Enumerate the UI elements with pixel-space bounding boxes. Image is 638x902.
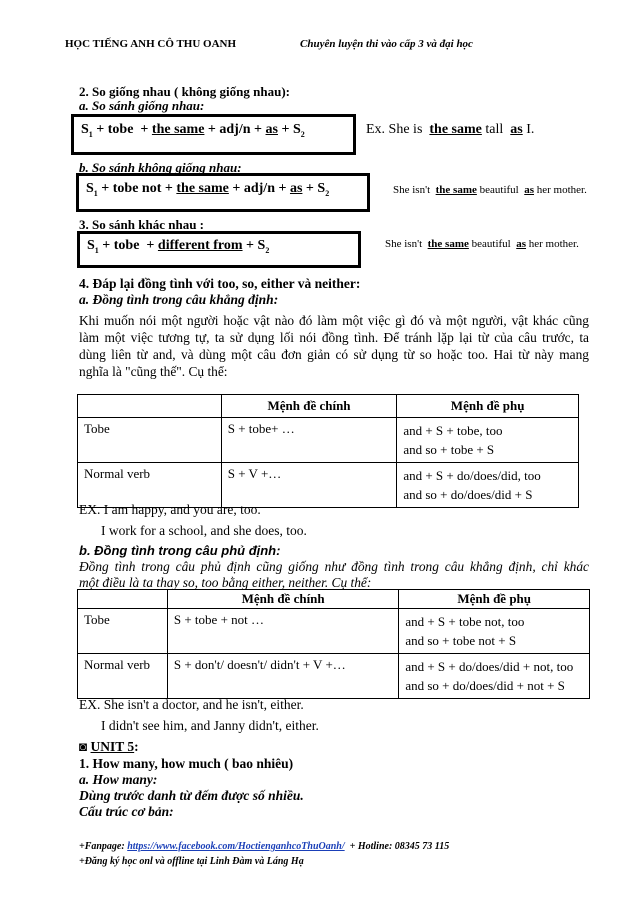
cell-line: and so + do/does/did + not + S bbox=[405, 678, 565, 693]
desc-line: một điều là ta thay so, too bằng either, neither. Cụ thể: bbox=[79, 575, 372, 590]
table-row bbox=[78, 463, 579, 508]
table-header-row bbox=[78, 590, 590, 609]
unit5-heading: ◙ UNIT 5: bbox=[79, 739, 139, 754]
fanpage-link[interactable]: https://www.facebook.com/HoctienganhcoThuOanh/ bbox=[127, 841, 345, 852]
table-cell bbox=[399, 654, 590, 699]
section4-a-label: a. Đồng tình trong câu khẳng định: bbox=[79, 292, 279, 307]
table-header-cell bbox=[78, 590, 168, 609]
table-header-cell: Mệnh đề phụ bbox=[399, 590, 590, 609]
table-header-cell: Mệnh đề chính bbox=[167, 590, 398, 609]
section4-paragraph bbox=[79, 312, 589, 380]
cell-line: and so + tobe + S bbox=[403, 442, 495, 457]
table-header-cell bbox=[78, 395, 222, 418]
example-1-line-2: I work for a school, and she does, too. bbox=[101, 523, 307, 538]
unit5-line-1: Dùng trước danh từ đếm được số nhiều. bbox=[79, 788, 304, 803]
example-different: She isn't the same beautiful as her mother. bbox=[385, 238, 579, 250]
section4-b-description bbox=[79, 559, 589, 591]
table-cell bbox=[397, 418, 579, 463]
cell-line: and + S + do/does/did + not, too bbox=[405, 659, 574, 674]
cell-line: and so + do/does/did + S bbox=[403, 487, 533, 502]
section2-b-label: b. So sánh không giống nhau: bbox=[79, 160, 242, 175]
table-cell: Normal verb bbox=[78, 654, 168, 699]
cell-line: and so + tobe not + S bbox=[405, 633, 517, 648]
formula-not-same: $S_1$ + tobe not + the same + adj/n + as + $S_2$ bbox=[86, 181, 330, 198]
example-not-same: She isn't the same beautiful as her mother. bbox=[393, 184, 587, 196]
table-row bbox=[78, 418, 579, 463]
unit5-a-label: a. How many: bbox=[79, 772, 158, 787]
header-subtitle: Chuyên luyện thi vào cấp 3 và đại học bbox=[300, 38, 473, 50]
paragraph-line: Khi muốn nói một người hoặc vật nào đó làm một việc gì đó và một người, vật khác cũng bbox=[79, 313, 589, 328]
table-cell: Normal verb bbox=[78, 463, 222, 508]
section2-title: 2. So giống nhau ( không giống nhau): bbox=[79, 84, 290, 99]
table-cell: S + tobe + not … bbox=[167, 609, 398, 654]
table-row bbox=[78, 609, 590, 654]
example-1-line-1: EX. I am happy, and you are, too. bbox=[79, 502, 261, 517]
table-cell: S + V +… bbox=[221, 463, 397, 508]
cell-line: and + S + tobe, too bbox=[403, 423, 503, 438]
section4-b-label: b. Đồng tình trong câu phủ định: bbox=[79, 543, 281, 558]
example-2-line-1: EX. She isn't a doctor, and he isn't, either. bbox=[79, 697, 304, 712]
cell-line: and + S + tobe not, too bbox=[405, 614, 525, 629]
section3-title: 3. So sánh khác nhau : bbox=[79, 217, 204, 232]
table-header-row bbox=[78, 395, 579, 418]
example-2-line-2: I didn't see him, and Janny didn't, either. bbox=[101, 718, 319, 733]
table-header-cell: Mệnh đề phụ bbox=[397, 395, 579, 418]
header-title: HỌC TIẾNG ANH CÔ THU OANH bbox=[65, 38, 237, 50]
table-cell: S + tobe+ … bbox=[221, 418, 397, 463]
table-cell: Tobe bbox=[78, 609, 168, 654]
agreement-negative-table bbox=[77, 589, 590, 699]
formula-different: $S_1$ + tobe + different from + $S_2$ bbox=[87, 238, 270, 255]
paragraph-line: nghĩa là "cũng thế". Cụ thể: bbox=[79, 364, 228, 379]
footer-line-2: +Đăng ký học onl và offline tại Linh Đàm và Láng Hạ bbox=[79, 856, 304, 867]
desc-line: Đồng tình trong câu phủ định cũng giống như đồng tình trong câu khẳng định, chỉ khác bbox=[79, 559, 589, 574]
example-same: Ex. She is the same tall as I. bbox=[366, 122, 535, 137]
table-cell bbox=[399, 609, 590, 654]
cell-line: and + S + do/does/did, too bbox=[403, 468, 541, 483]
footer-line-1: +Fanpage: https://www.facebook.com/HoctienganhcoThuOanh/ + Hotline: 08345 73 115 bbox=[79, 841, 450, 852]
paragraph-line: làm một việc tương tự, ta sử dụng lối nói đồng tình. Để tránh lặp lại từ của câu trước, ta bbox=[79, 330, 589, 345]
table-cell bbox=[397, 463, 579, 508]
section4-title: 4. Đáp lại đồng tình với too, so, either và neither: bbox=[79, 276, 361, 291]
table-cell: S + don't/ doesn't/ didn't + V +… bbox=[167, 654, 398, 699]
bullet-icon: ◙ bbox=[79, 739, 88, 754]
unit5-title: UNIT 5 bbox=[90, 739, 135, 754]
table-cell: Tobe bbox=[78, 418, 222, 463]
section2-a-label: a. So sánh giống nhau: bbox=[79, 98, 205, 113]
table-header-cell: Mệnh đề chính bbox=[221, 395, 397, 418]
formula-same: $S_1$ + tobe + the same + adj/n + as + $S_2$ bbox=[81, 122, 305, 139]
table-row bbox=[78, 654, 590, 699]
unit5-h1: 1. How many, how much ( bao nhiêu) bbox=[79, 756, 294, 771]
agreement-affirmative-table bbox=[77, 394, 579, 508]
paragraph-line: dùng liên từ and, và dùng một câu đơn giản có sử dụng từ so hoặc too. Hai từ này mang bbox=[79, 347, 589, 362]
unit5-line-2: Cấu trúc cơ bản: bbox=[79, 804, 174, 819]
